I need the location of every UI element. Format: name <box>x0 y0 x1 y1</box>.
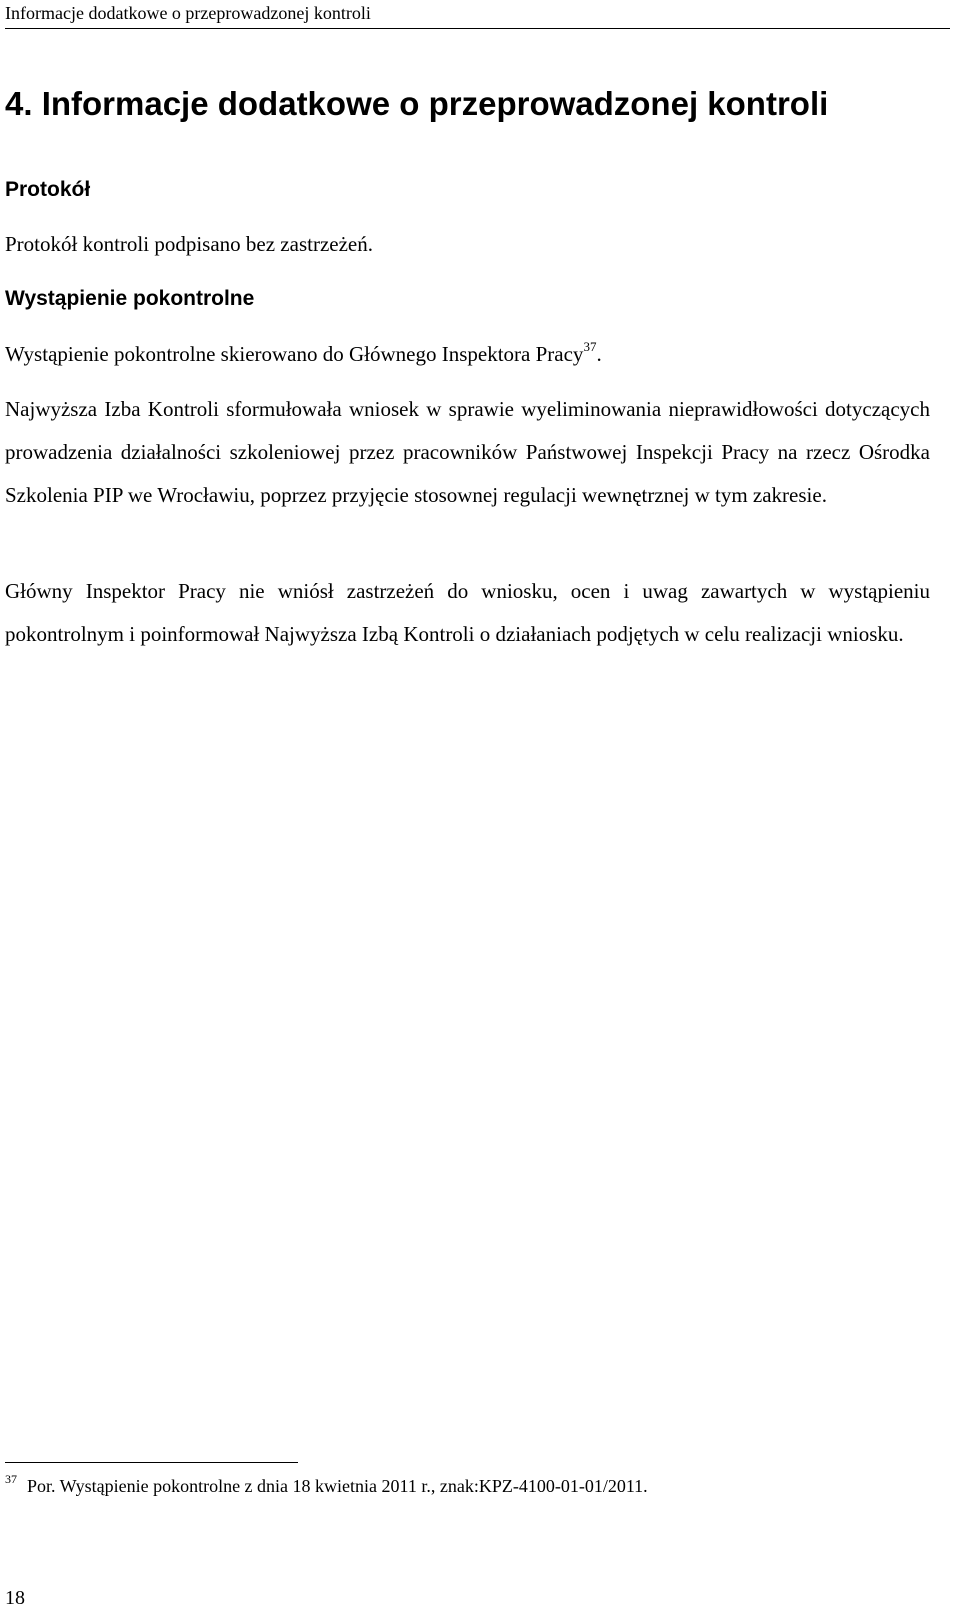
paragraph-response: Główny Inspektor Pracy nie wniósł zastrzeżeń do wniosku, ocen i uwag zawartych w wystąpieniu pokontrolnym i poinformował Najwyższa Izbą Kontroli o działaniach podjętych w celu realizacji wniosku. <box>5 579 930 646</box>
protocol-text: Protokół kontroli podpisano bez zastrzeżeń. <box>5 232 373 256</box>
footnote-reference[interactable]: 37 <box>583 339 597 354</box>
statement-text <box>5 340 602 368</box>
footnote <box>5 1472 648 1502</box>
page-number: 18 <box>5 1587 25 1609</box>
statement-heading: Wystąpienie pokontrolne <box>5 287 255 310</box>
footnote-number: 37 <box>5 1472 17 1486</box>
statement-text-body: Wystąpienie pokontrolne skierowano do Głównego Inspektora Pracy <box>5 342 584 366</box>
paragraph-recommendation: Najwyższa Izba Kontroli sformułowała wniosek w sprawie wyeliminowania nieprawidłowości dotyczących prowadzenia działalności szkoleniowej przez pracowników Państwowej Inspekcji Pracy na rzecz Ośrodka Szkolenia PIP we Wrocławiu, poprzez przyjęcie stosownej regulacji wewnętrznej w tym zakresie. <box>5 397 930 507</box>
section-title: 4. Informacje dodatkowe o przeprowadzonej kontroli <box>5 85 829 122</box>
statement-text-end: . <box>596 342 602 366</box>
footnote-text: Por. Wystąpienie pokontrolne z dnia 18 kwietnia 2011 r., znak:KPZ-4100-01-01/2011. <box>27 1476 648 1496</box>
running-header-title: Informacje dodatkowe o przeprowadzonej kontroli <box>5 3 371 23</box>
running-header <box>5 0 950 29</box>
footnote-divider <box>5 1462 298 1463</box>
protocol-heading: Protokół <box>5 178 91 201</box>
